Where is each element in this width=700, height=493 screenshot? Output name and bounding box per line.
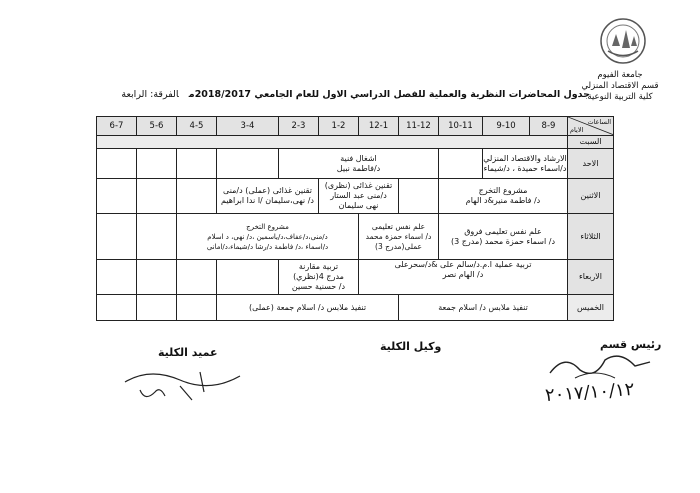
class-cell: تقنين غذائى (نظرى) د/منى عبد الستار نهى سليمان (319, 179, 399, 214)
class-cell: علم نفس تعليمى د/ اسماء حمزة محمد عملى(مدرج 3) (359, 214, 439, 260)
empty-cell (177, 149, 217, 179)
day-row-sunday (97, 149, 614, 179)
dean-signature (120, 362, 250, 407)
day-row-thursday (97, 295, 614, 321)
empty-cell (177, 179, 217, 214)
class-cell: اشغال فنية د/فاطمة نبيل (279, 149, 439, 179)
schedule-table (96, 116, 614, 321)
dean-label: عميد الكلية (158, 346, 218, 359)
academic-year: 2018/2017م (188, 89, 252, 100)
empty-cell (97, 260, 137, 295)
corner-hours-label: الساعات (587, 118, 611, 126)
empty-cell (217, 260, 279, 295)
university-name: جامعة الفيوم (597, 70, 643, 80)
period-header: 9-10 (483, 117, 530, 136)
corner-header (568, 117, 614, 136)
class-cell: تربية مقارنة مدرج 4(نظري) د/ حسنية حسين (279, 260, 359, 295)
period-header: 11-12 (399, 117, 439, 136)
period-header: 8-9 (530, 117, 568, 136)
empty-cell (137, 214, 177, 260)
vice-dean-label: وكيل الكلية (380, 340, 442, 353)
period-header: 5-6 (137, 117, 177, 136)
empty-cell (217, 149, 279, 179)
empty-cell (97, 149, 137, 179)
header-row (97, 117, 614, 136)
class-cell: الارشاد والاقتصاد المنزلي د/اسماء حميدة ، د/شيماء (483, 149, 568, 179)
empty-cell (177, 260, 217, 295)
empty-cell (97, 295, 137, 321)
class-cell: مشروع التخرج د/منى،د/عفاف،د/ياسمين ،د/ نهى، د اسلام د/اسماء ،د/ فاطمة د/رشا د/شيماء،د/امانى (177, 214, 359, 260)
empty-cell (137, 260, 177, 295)
class-cell: علم نفس تعليمى فروق د/ اسماء حمزة محمد (مدرج 3) (439, 214, 568, 260)
day-label: الاربعاء (568, 260, 614, 295)
period-header: 12-1 (359, 117, 399, 136)
day-label: الخميس (568, 295, 614, 321)
class-cell: تنفيذ ملابس د/ اسلام جمعة (399, 295, 568, 321)
period-header: 3-4 (217, 117, 279, 136)
university-logo (598, 16, 648, 66)
class-cell: تقنين غذائى (عملى) د/منى د/ نهى،سليمان /ا ندا ابراهيم (217, 179, 319, 214)
department-name: قسم الاقتصاد المنزلي (581, 81, 659, 91)
empty-cell (97, 214, 137, 260)
day-label: الاثنين (568, 179, 614, 214)
empty-day-cell (97, 136, 568, 149)
department-head-label: رئيس قسم (600, 338, 662, 351)
empty-cell (399, 179, 439, 214)
period-header: 4-5 (177, 117, 217, 136)
empty-cell (97, 179, 137, 214)
schedule-title-text: جدول المحاضرات النظرية والعملية للفصل الدراسي الاول للعام الجامعي (251, 89, 590, 100)
period-header: 6-7 (97, 117, 137, 136)
class-cell: تربية عملية ا.م.د/سالم على &د/سحرعلى د/ الهام نصر (359, 260, 568, 295)
day-row-monday (97, 179, 614, 214)
empty-cell (177, 295, 217, 321)
schedule-title (121, 89, 590, 100)
faculty-name: كلية التربية النوعية (587, 92, 653, 102)
class-cell: تنفيذ ملابس د/ اسلام جمعة (عملى) (217, 295, 399, 321)
empty-cell (137, 149, 177, 179)
day-row-wednesday (97, 260, 614, 295)
empty-cell (137, 179, 177, 214)
department-head-signature (545, 348, 655, 383)
period-header: 2-3 (279, 117, 319, 136)
class-cell: مشروع التخرج د/ فاطمة منير&د الهام (439, 179, 568, 214)
day-label: الثلاثاء (568, 214, 614, 260)
period-header: 10-11 (439, 117, 483, 136)
day-row-tuesday (97, 214, 614, 260)
corner-days-label: الايام (570, 126, 584, 134)
period-header: 1-2 (319, 117, 359, 136)
empty-cell (137, 295, 177, 321)
day-row-saturday (97, 136, 614, 149)
day-label: السبت (568, 136, 614, 149)
student-level: الفرقة: الرابعة (121, 89, 179, 100)
handwritten-date: ٢٠١٧/١٠/١٢ (544, 378, 636, 407)
empty-cell (439, 149, 483, 179)
day-label: الاحد (568, 149, 614, 179)
